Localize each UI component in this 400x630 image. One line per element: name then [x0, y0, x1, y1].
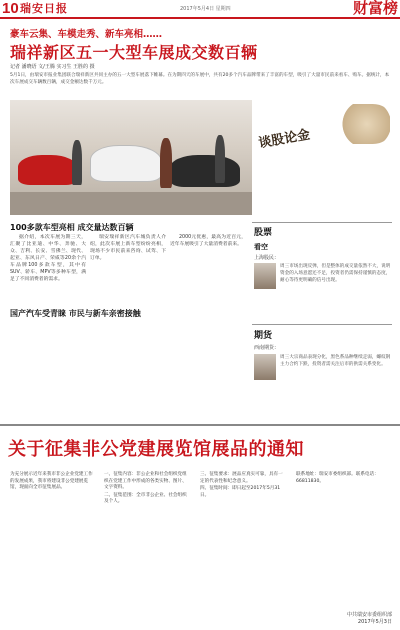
author-photo [254, 263, 276, 289]
notice-col-4: 联系地址：瑞安市委组织部。联系电话：66811830。 [296, 472, 379, 484]
item1-title: 看空 [254, 243, 268, 251]
divider [252, 324, 392, 325]
notice-signature [347, 612, 392, 626]
page-number: 10 [2, 0, 19, 17]
issuing-org: 中共瑞安市委组织部 [346, 612, 392, 618]
date-line: 2017年5月4日 星期四 [180, 6, 231, 12]
notice-col-2: 一、征集内容：非公企业和社会组织党组织在党建工作中形成的各类实物、图片、文字资料。 二、征集范围：全市非公企业、社会组织及个人。 [104, 472, 187, 505]
section-name: 财富榜 [352, 0, 398, 17]
lead-paragraph: 5月1日，由瑞安市报业集团联合瑞祥新区共同主办的五一大型车展落下帷幕。在为期四天的车展中，共有20多个汽车品牌带来了丰富的车型，吸引了大量市民前来看车、购车。据统计，本次车展成交车辆数百辆，成交金额达数千万元。 [10, 73, 390, 85]
column-badge: 谈股论金 [257, 127, 312, 152]
item1-text: 周三市场出现反弹，但是整体的成交量依然不大，说明资金的入场意愿还不足，投资者仍需保持谨慎的态度，耐心等待更明确的信号出现。 [280, 264, 391, 283]
body-col-2: 瑞安瑞祥新区汽车城负责人介绍，此次车展上新车型纷纷亮相，现场不少市民前来咨询、试驾、下订单。 [90, 235, 166, 261]
notice-col-1: 为充分展示近年来我市非公企业党建工作的发展成果，我市将建设非公党建展览馆，现面向全市征集展品。 [10, 472, 93, 491]
item1-author: 上海股民： [254, 255, 280, 261]
issue-date: 2017年5月3日 [357, 619, 392, 625]
body-col-3: 2000元优惠，最高为近百元，近年车展吸引了大量消费者前来。 [170, 235, 246, 247]
paper-name: 瑞安日报 [20, 2, 68, 15]
item2-author: 西南期货： [254, 345, 280, 351]
coin-illustration-icon [332, 104, 390, 144]
item2-text: 周三大宗商品表现分化，黑色系品种继续走弱，螺纹钢主力合约下跌，投资者需关注后市的供需关系变化。 [280, 355, 391, 367]
section-futures: 期货 [254, 331, 273, 341]
notice-divider [0, 424, 400, 426]
subhead-1: 100多款车型亮相 成交量达数百辆 [10, 223, 134, 232]
masthead [0, 0, 400, 19]
section-stocks: 股票 [254, 228, 273, 238]
notice-title: 关于征集非公党建展览馆展品的通知 [8, 439, 304, 460]
lead-headline: 瑞祥新区五一大型车展成交数百辆 [10, 43, 258, 62]
divider [252, 222, 392, 223]
author-photo [254, 354, 276, 380]
notice-col-3: 三、征集要求：展品应真实可靠，具有一定的代表性和纪念意义。 四、征集时间：即日起至2017年5月31日。 [200, 472, 283, 498]
body-col-1: 据介绍，本次车展为期三天，汇聚了比亚迪、中华、奔驰、大众、吉利、长安、雪佛兰、现代、起亚、东风日产、荣威等20余个汽车品牌100多款车型，其中有SUV、轿车、MPV等多种车型，满足了不同消费者的需求。 [10, 235, 86, 282]
subhead-2: 国产汽车受青睐 市民与新车亲密接触 [10, 309, 141, 318]
car-show-photo [10, 100, 252, 215]
lead-byline: 记者 潘晓语 文/王腾 实习生 王胜的 摄 [10, 64, 95, 70]
lead-kicker: 豪车云集、车模走秀、新车亮相…… [10, 29, 163, 40]
